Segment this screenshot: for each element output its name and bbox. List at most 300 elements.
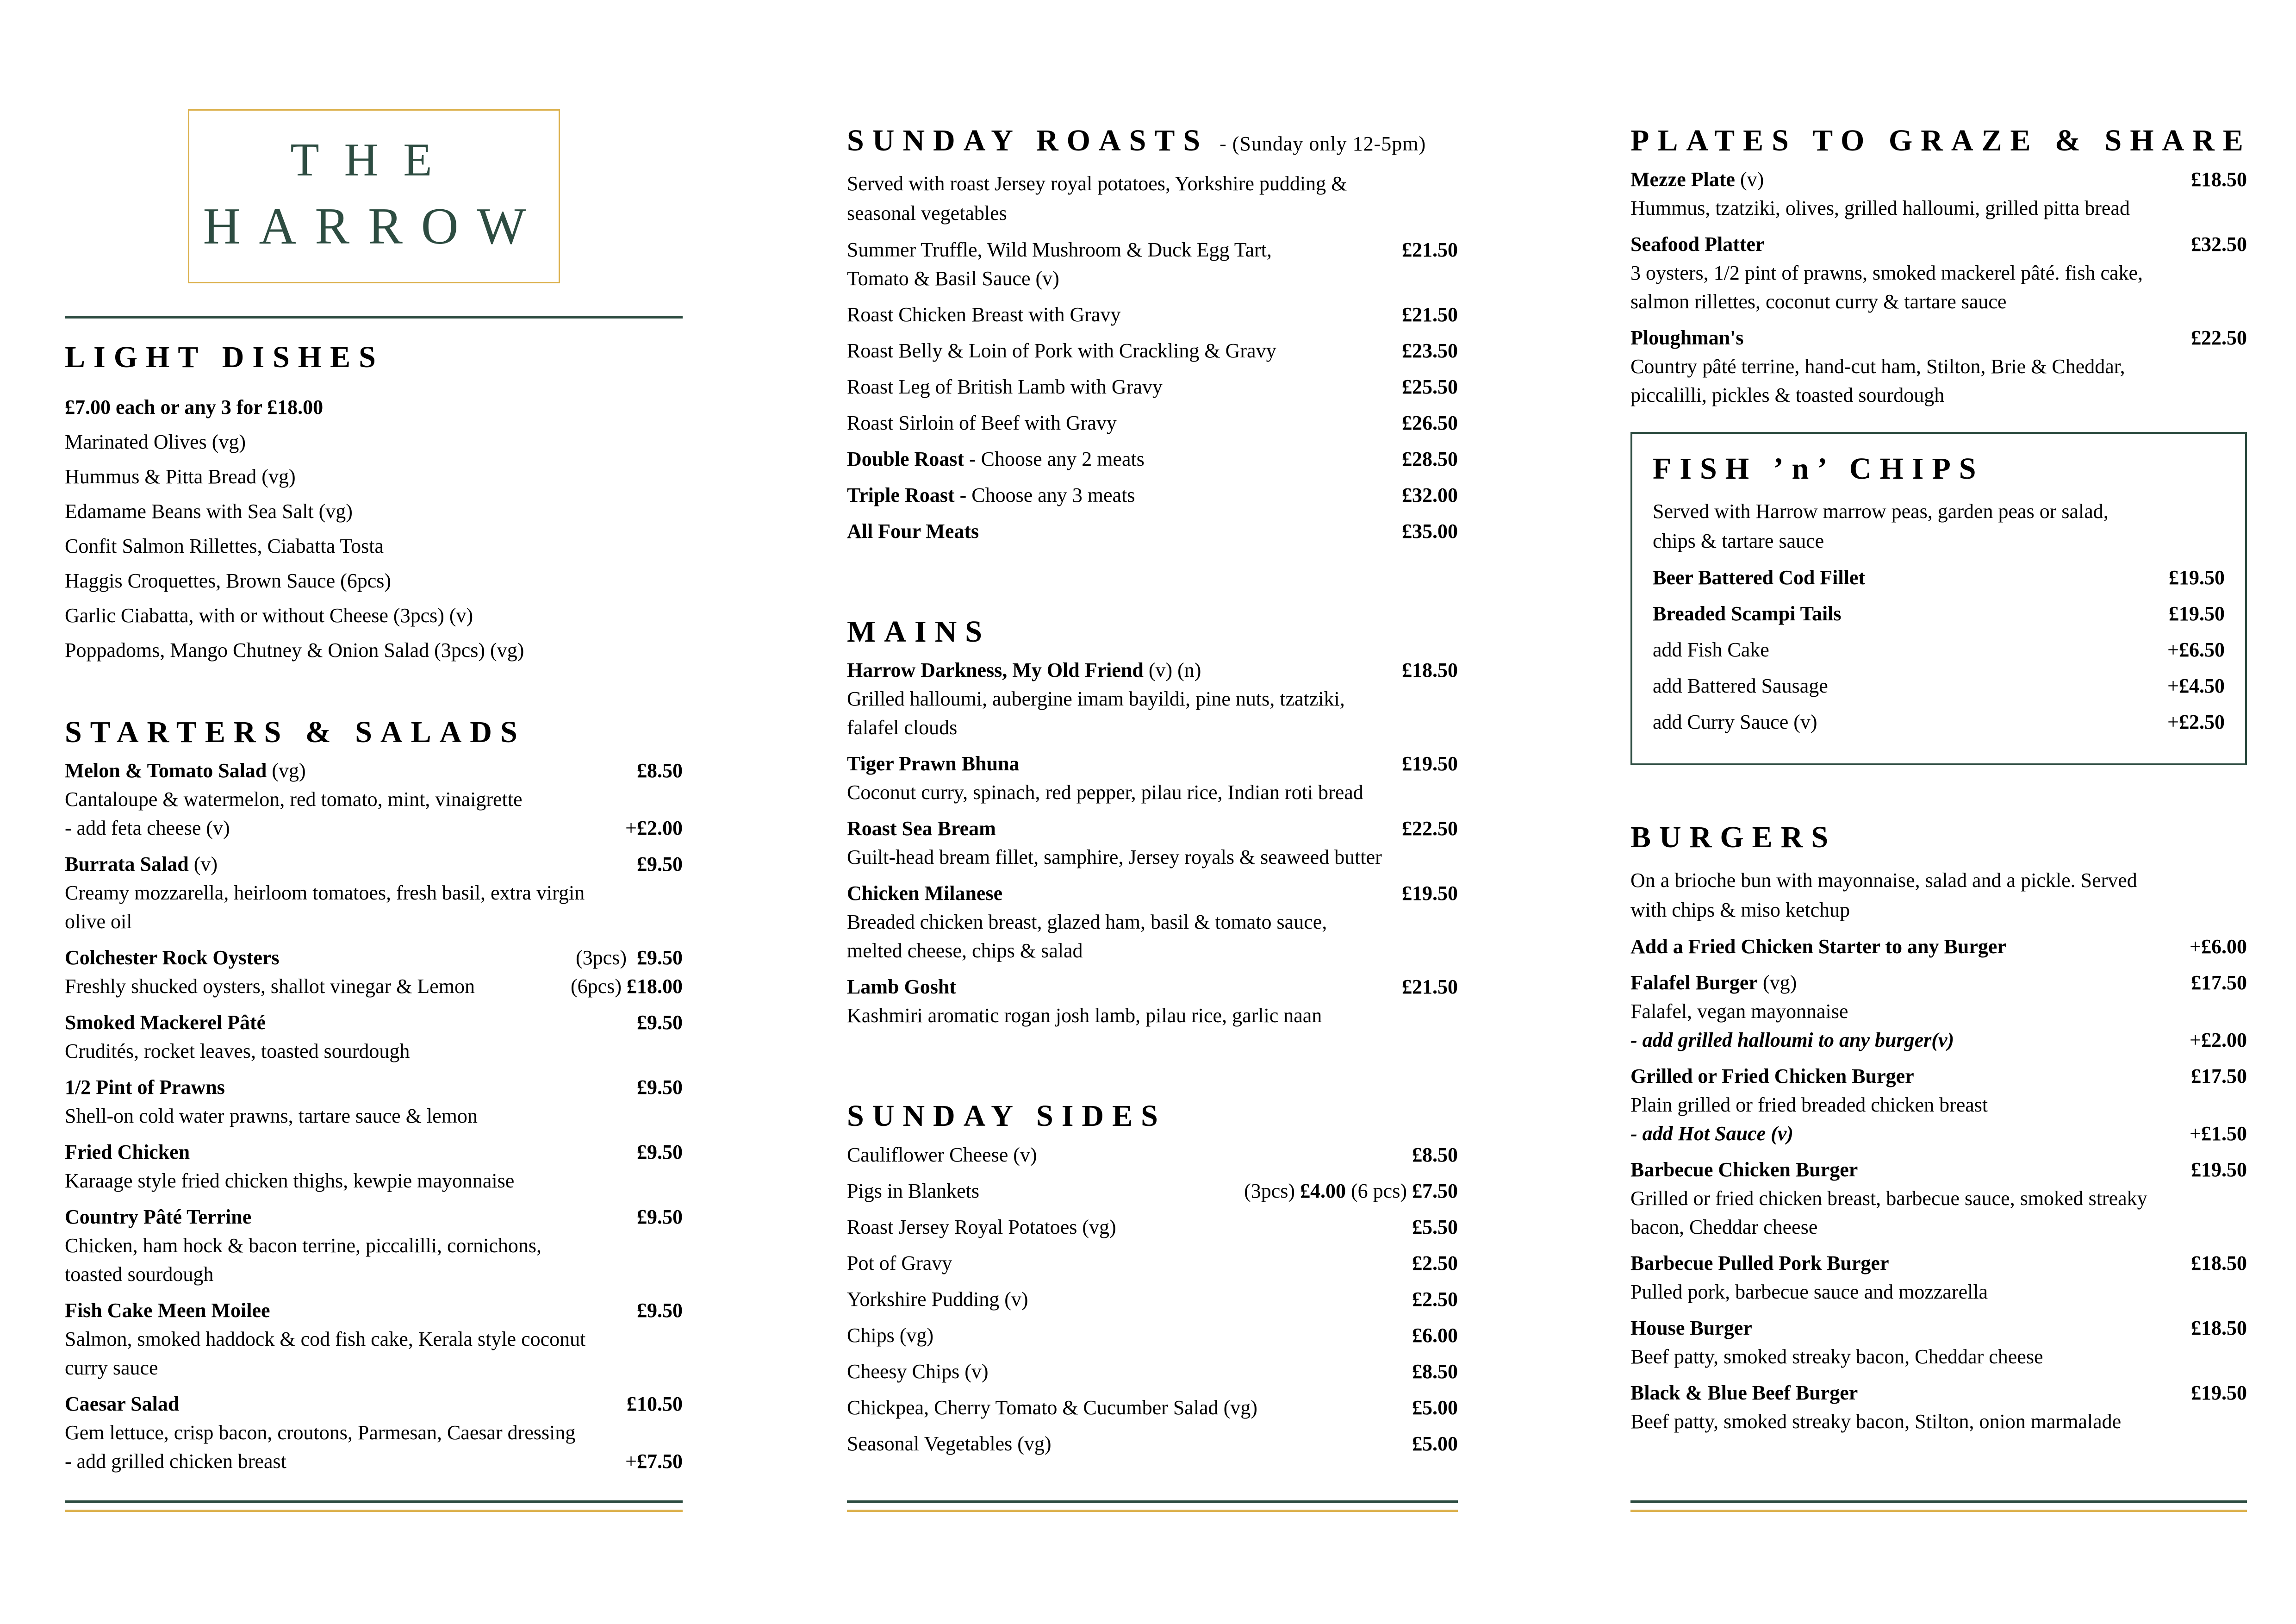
text-segment: Beef patty, smoked streaky bacon, Cheddar cheese (1630, 1345, 2043, 1368)
menu-item-line (65, 850, 683, 879)
menu-item (65, 943, 683, 1001)
text-segment: Roast Chicken Breast with Gravy (847, 303, 1121, 326)
menu-item (1630, 1314, 2247, 1371)
menu-item (65, 1296, 683, 1382)
menu-item-text (847, 1249, 963, 1278)
text-segment: (3pcs) (1244, 1179, 1300, 1202)
text-segment: Creamy mozzarella, heirloom tomatoes, fresh basil, extra virgin (65, 881, 585, 905)
menu-item-text (1653, 672, 1839, 700)
menu-item-price (1412, 1141, 1458, 1169)
menu-item-text (1630, 352, 2136, 381)
text-segment: Edamame Beans with Sea Salt (vg) (65, 500, 353, 523)
menu-item-line (1630, 259, 2247, 287)
menu-item-price (2191, 1062, 2247, 1091)
menu-item-line (65, 814, 683, 843)
menu-item-line (1630, 1407, 2247, 1436)
menu-item-text (1630, 324, 1755, 352)
section-heading (847, 1099, 1458, 1133)
section-intro-line: Served with roast Jersey royal potatoes, Yorkshire pudding & (847, 172, 1347, 195)
text-segment: £2.50 (1412, 1251, 1458, 1274)
menu-item-line (847, 1249, 1458, 1278)
text-segment: Breaded Scampi Tails (1653, 602, 1842, 625)
menu-item (65, 428, 683, 456)
menu-item-text (1653, 600, 1853, 628)
menu-item (1630, 230, 2247, 316)
text-segment: Country pâté terrine, hand-cut ham, Stilton, Brie & Cheddar, (1630, 355, 2125, 378)
text-segment: + (2167, 711, 2179, 734)
menu-item-price (637, 1203, 683, 1231)
menu-item-line (847, 1285, 1458, 1314)
text-segment: Falafel, vegan mayonnaise (1630, 999, 1848, 1023)
menu-item (65, 850, 683, 936)
logo-line-2: HARROW (203, 198, 545, 255)
menu-item-price (2191, 1314, 2247, 1343)
menu-item-price (1412, 1393, 1458, 1422)
menu-item-line (847, 517, 1458, 546)
text-segment: - add grilled halloumi to any burger(v) (1630, 1028, 1954, 1051)
menu-item-text (1630, 1213, 1829, 1242)
menu-item-text (847, 778, 1375, 807)
end-rule-gold (1630, 1510, 2247, 1512)
menu-item-price (1402, 973, 1458, 1001)
menu-item-line (1653, 600, 2225, 628)
text-segment: £1.50 (2201, 1122, 2247, 1145)
menu-item-price (571, 972, 683, 1001)
text-segment: Black & Blue Beef Burger (1630, 1381, 1858, 1404)
section-heading-text: SUNDAY ROASTS (847, 124, 1209, 157)
text-segment: £21.50 (1402, 303, 1458, 326)
text-segment: (vg) (1757, 971, 1797, 994)
menu-item-line (1653, 708, 2225, 737)
menu-item (847, 750, 1458, 807)
menu-item-price (637, 1073, 683, 1102)
menu-item-text (847, 843, 1393, 872)
text-segment: salmon rillettes, coconut curry & tartare sauce (1630, 290, 2007, 313)
text-segment: £8.50 (1412, 1360, 1458, 1383)
text-segment: £2.50 (2179, 711, 2225, 734)
section-heading-text: LIGHT DISHES (65, 340, 384, 374)
section-intro-line: with chips & miso ketchup (1630, 898, 1850, 921)
text-segment: add Fish Cake (1653, 638, 1769, 662)
text-segment: falafel clouds (847, 716, 958, 739)
text-segment: Hummus & Pitta Bread (vg) (65, 465, 296, 488)
menu-item (1653, 636, 2225, 664)
end-rule-gold (847, 1510, 1458, 1512)
text-segment: Melon & Tomato Salad (65, 759, 267, 782)
text-segment: (vg) (267, 759, 306, 782)
text-segment: Chickpea, Cherry Tomato & Cucumber Salad (vg) (847, 1396, 1257, 1419)
text-segment: £22.50 (2191, 326, 2247, 349)
menu-item-text (847, 373, 1174, 401)
menu-item (1630, 1379, 2247, 1436)
text-segment: bacon, Cheddar cheese (1630, 1215, 1818, 1238)
text-segment: Shell-on cold water prawns, tartare sauce & lemon (65, 1105, 478, 1128)
text-segment: Ploughman's (1630, 326, 1744, 349)
menu-item-price (1402, 879, 1458, 908)
menu-item-price (2167, 636, 2225, 664)
menu-item-line (1630, 230, 2247, 259)
menu-item-line (1630, 165, 2247, 194)
text-segment: £25.50 (1402, 375, 1458, 398)
text-segment: Country Pâté Terrine (65, 1206, 252, 1229)
text-segment: £9.50 (637, 1141, 683, 1164)
menu-item-text (847, 1357, 1000, 1386)
menu-item-line (1630, 1062, 2247, 1091)
text-segment: Roast Leg of British Lamb with Gravy (847, 375, 1163, 398)
text-segment: piccalilli, pickles & toasted sourdough (1630, 383, 1945, 406)
text-segment: £19.50 (2191, 1158, 2247, 1181)
text-segment: £4.50 (2179, 675, 2225, 698)
menu-item (1653, 708, 2225, 737)
menu-item-price (2191, 968, 2247, 997)
text-segment: £8.50 (1412, 1143, 1458, 1166)
menu-item-line (847, 1321, 1458, 1350)
text-segment: add Curry Sauce (v) (1653, 711, 1817, 734)
menu-item-line (65, 785, 683, 814)
menu-item-text (65, 1231, 553, 1260)
menu-item-price (1402, 300, 1458, 329)
column-end-rules (847, 1500, 1458, 1512)
menu-item-text (1630, 194, 2141, 223)
text-segment: £19.50 (1402, 752, 1458, 775)
menu-item-text (1630, 1379, 1869, 1407)
text-segment: Tiger Prawn Bhuna (847, 752, 1020, 775)
menu-item-text (847, 337, 1288, 365)
menu-item-line (847, 481, 1458, 510)
divider-rule (65, 316, 683, 319)
text-segment: £19.50 (2169, 566, 2225, 589)
menu-item-text (65, 1102, 489, 1131)
menu-item-line (847, 879, 1458, 908)
section-heading (1630, 821, 2247, 855)
menu-item-line (1630, 1249, 2247, 1278)
text-segment: £6.00 (1412, 1324, 1458, 1347)
text-segment: Grilled halloumi, aubergine imam bayildi, pine nuts, tzatziki, (847, 687, 1345, 711)
menu-item-price (1244, 1177, 1458, 1206)
menu-item-text (1653, 563, 1876, 592)
menu-item-line (847, 814, 1458, 843)
menu-item-price (1412, 1321, 1458, 1350)
text-segment: Colchester Rock Oysters (65, 946, 280, 969)
text-segment: - Choose any 3 meats (954, 483, 1135, 506)
text-segment: £7.50 (1412, 1179, 1458, 1202)
menu-item-text (1630, 1091, 1999, 1119)
text-segment: £17.50 (2191, 1064, 2247, 1087)
menu-item-price (1402, 409, 1458, 437)
menu-item (65, 567, 683, 595)
menu-item-line (65, 756, 683, 785)
menu-item (65, 636, 683, 665)
menu-item-line (847, 1393, 1458, 1422)
text-segment: Coconut curry, spinach, red pepper, pilau rice, Indian roti bread (847, 781, 1363, 804)
menu-item-text (1630, 1184, 2159, 1213)
menu-item-text (847, 1177, 990, 1206)
text-segment: - add Hot Sauce (v) (1630, 1122, 1793, 1145)
menu-item-line (1630, 932, 2247, 961)
menu-item-text (847, 937, 1094, 965)
menu-item-text (1630, 1278, 1999, 1306)
menu-item-price (1402, 481, 1458, 510)
menu-item-text (1630, 259, 2154, 287)
menu-item-text (1630, 1407, 2132, 1436)
menu-item-text (65, 1037, 421, 1066)
menu-item (847, 373, 1458, 401)
text-segment: Double Roast (847, 447, 964, 470)
menu-item-line (1653, 563, 2225, 592)
menu-column-left (65, 0, 683, 1624)
text-segment: Add a Fried Chicken Starter to any Burger (1630, 935, 2006, 958)
menu-item (847, 879, 1458, 965)
menu-item-price (1402, 517, 1458, 546)
menu-item-text (1630, 1156, 1869, 1184)
menu-item-line (847, 1001, 1458, 1030)
text-segment: - add grilled chicken breast (65, 1450, 286, 1473)
text-segment: £6.50 (2179, 638, 2225, 662)
section-heading (847, 615, 1458, 649)
menu-item-text (1630, 1062, 1925, 1091)
menu-item-line (847, 778, 1458, 807)
menu-item-text (65, 756, 317, 785)
menu-item-text (65, 972, 486, 1001)
text-segment: Triple Roast (847, 483, 955, 506)
menu-item-price (637, 850, 683, 879)
menu-item-price (637, 1296, 683, 1325)
text-segment: Karaage style fried chicken thighs, kewpie mayonnaise (65, 1169, 515, 1193)
section-intro-line: chips & tartare sauce (1653, 530, 1824, 553)
text-segment: £5.00 (1412, 1432, 1458, 1455)
menu-item (847, 1321, 1458, 1350)
restaurant-logo (188, 109, 560, 283)
menu-item (65, 532, 683, 561)
menu-item-text (65, 907, 143, 936)
text-segment: Gem lettuce, crisp bacon, croutons, Parmesan, Caesar dressing (65, 1421, 576, 1444)
menu-item-line (65, 1167, 683, 1195)
section-intro-line: On a brioche bun with mayonnaise, salad and a pickle. Served (1630, 868, 2137, 892)
menu-item (847, 1177, 1458, 1206)
text-segment: + (625, 1450, 637, 1473)
text-segment: (v) (188, 853, 218, 876)
menu-item-line (847, 750, 1458, 778)
menu-item-price (637, 1008, 683, 1037)
text-segment: £21.50 (1402, 238, 1458, 261)
text-segment: Chips (vg) (847, 1324, 933, 1347)
text-segment: £17.50 (2191, 971, 2247, 994)
text-segment: 3 oysters, 1/2 pint of prawns, smoked mackerel pâté. fish cake, (1630, 261, 2143, 284)
menu-item-line (847, 656, 1458, 685)
menu-item-line (65, 1037, 683, 1066)
menu-item (847, 1357, 1458, 1386)
text-segment: Poppadoms, Mango Chutney & Onion Salad (3pcs) (vg) (65, 638, 524, 662)
text-segment: £4.00 (1300, 1179, 1346, 1202)
column-end-rules (1630, 1500, 2247, 1512)
menu-item-line (1630, 1343, 2247, 1371)
menu-item-line (1630, 1026, 2247, 1055)
menu-item-line (1630, 381, 2247, 410)
menu-item-price (1402, 814, 1458, 843)
text-segment: Cantaloupe & watermelon, red tomato, mint, vinaigrette (65, 788, 523, 811)
menu-item-text (1653, 636, 1780, 664)
menu-item-line (65, 1390, 683, 1418)
text-segment: Chicken, ham hock & bacon terrine, piccalilli, cornichons, (65, 1234, 542, 1257)
column-end-rules (65, 1500, 683, 1512)
text-segment: £2.50 (1412, 1287, 1458, 1311)
menu-item-text (847, 879, 1014, 908)
menu-item-price (1412, 1357, 1458, 1386)
menu-item-text (1630, 230, 1776, 259)
menu-item (847, 1249, 1458, 1278)
text-segment: + (2167, 638, 2179, 662)
menu-item-text (847, 1321, 945, 1350)
text-segment: Roast Jersey Royal Potatoes (vg) (847, 1215, 1116, 1238)
menu-item-line (65, 972, 683, 1001)
menu-item-text (65, 1418, 586, 1447)
menu-item-text (847, 750, 1030, 778)
menu-item-text (1630, 997, 1859, 1026)
text-segment: Confit Salmon Rillettes, Ciabatta Tosta (65, 534, 384, 557)
text-segment: Breaded chicken breast, glazed ham, basil & tomato sauce, (847, 911, 1327, 934)
menu-item (1630, 1249, 2247, 1306)
menu-item (65, 756, 683, 843)
menu-item-text (847, 517, 990, 546)
menu-column-right (1630, 0, 2252, 1624)
text-segment: Freshly shucked oysters, shallot vinegar & Lemon (65, 975, 475, 998)
menu-item-price (2191, 1156, 2247, 1184)
text-segment: Mezze Plate (1630, 168, 1735, 191)
menu-item (65, 1390, 683, 1476)
menu-item-line (65, 879, 683, 907)
menu-item-text (1630, 1314, 1763, 1343)
text-segment: + (2167, 675, 2179, 698)
menu-item-line (65, 1354, 683, 1382)
menu-item-text (65, 1167, 525, 1195)
text-segment: Roast Belly & Loin of Pork with Crackling & Gravy (847, 339, 1276, 362)
section-heading-text: STARTERS & SALADS (65, 715, 526, 749)
menu-item (65, 1203, 683, 1289)
menu-item-price (2191, 1249, 2247, 1278)
text-segment: £9.50 (637, 1076, 683, 1099)
menu-item (1653, 563, 2225, 592)
menu-item-price (2167, 708, 2225, 737)
menu-item-line (1630, 194, 2247, 223)
menu-item (65, 1073, 683, 1131)
text-segment: Seasonal Vegetables (vg) (847, 1432, 1052, 1455)
menu-item-line (847, 937, 1458, 965)
text-segment: - add feta cheese (v) (65, 817, 230, 840)
text-segment: Fried Chicken (65, 1141, 190, 1164)
menu-item-line (847, 973, 1458, 1001)
menu-item-text (847, 264, 1070, 293)
menu-item-line (847, 908, 1458, 937)
menu-item-price (2169, 563, 2225, 592)
menu-item-line (847, 300, 1458, 329)
menu-item-line (65, 1296, 683, 1325)
text-segment: £7.50 (637, 1450, 683, 1473)
menu-item-text (1630, 287, 2017, 316)
section-heading-text: PLATES TO GRAZE & SHARE (1630, 124, 2252, 157)
menu-item (847, 1393, 1458, 1422)
menu-item-text (65, 1260, 224, 1289)
text-segment: Garlic Ciabatta, with or without Cheese (3pcs) (v) (65, 604, 473, 627)
text-segment: £19.50 (2191, 1381, 2247, 1404)
menu-item (1653, 600, 2225, 628)
text-segment: melted cheese, chips & salad (847, 939, 1083, 962)
menu-item-price (2190, 932, 2247, 961)
end-rule-gold (65, 1510, 683, 1512)
menu-item (847, 236, 1458, 293)
menu-item-line (847, 409, 1458, 437)
menu-item-text (1630, 932, 2017, 961)
menu-item-price (2167, 672, 2225, 700)
text-segment: Crudités, rocket leaves, toasted sourdough (65, 1040, 410, 1063)
menu-item-line (847, 1430, 1458, 1458)
menu-item-line (1630, 997, 2247, 1026)
menu-item-text (1630, 381, 1955, 410)
text-segment: Harrow Darkness, My Old Friend (847, 659, 1144, 682)
menu-item (847, 1285, 1458, 1314)
section-heading-text: FISH ’n’ CHIPS (1653, 451, 1985, 486)
text-segment: £26.50 (1402, 411, 1458, 434)
text-segment: 1/2 Pint of Prawns (65, 1076, 225, 1099)
text-segment: Grilled or Fried Chicken Burger (1630, 1064, 1914, 1087)
text-segment: Beer Battered Cod Fillet (1653, 566, 1866, 589)
text-segment: £32.00 (1402, 483, 1458, 506)
menu-item-text (847, 713, 968, 742)
menu-item-line (65, 907, 683, 936)
menu-item (65, 1138, 683, 1195)
menu-item-price (1412, 1249, 1458, 1278)
menu-item-line (1630, 352, 2247, 381)
menu-item-text (1630, 968, 1808, 997)
menu-item-line (65, 1260, 683, 1289)
menu-item-text (847, 908, 1338, 937)
text-segment: £10.50 (627, 1393, 683, 1416)
menu-item-text (847, 445, 1156, 474)
text-segment: (v) (n) (1143, 659, 1201, 682)
menu-item-text (1630, 1119, 1804, 1148)
menu-item-price (2190, 1119, 2247, 1148)
text-segment: Cheesy Chips (v) (847, 1360, 989, 1383)
menu-item-text (65, 1325, 597, 1354)
menu-item-price (1402, 445, 1458, 474)
menu-item (1630, 1062, 2247, 1148)
text-segment: Marinated Olives (vg) (65, 430, 246, 453)
menu-item-text (847, 1285, 1039, 1314)
text-segment: (6 pcs) (1346, 1179, 1412, 1202)
text-segment: Kashmiri aromatic rogan josh lamb, pilau rice, garlic naan (847, 1004, 1322, 1027)
text-segment: Smoked Mackerel Pâté (65, 1011, 266, 1034)
text-segment: £21.50 (1402, 975, 1458, 999)
text-segment: £6.00 (2201, 935, 2247, 958)
menu-item-text (1653, 708, 1829, 737)
logo-line-1: THE (290, 134, 457, 186)
menu-column-middle (847, 0, 1458, 1624)
text-segment: curry sauce (65, 1356, 158, 1380)
menu-item-text (65, 1447, 298, 1476)
section-heading-suffix: - (Sunday only 12-5pm) (1220, 132, 1426, 155)
menu-item-price (1412, 1213, 1458, 1242)
menu-item (847, 517, 1458, 546)
menu-item-line (65, 1231, 683, 1260)
text-segment: All Four Meats (847, 519, 979, 543)
text-segment: Chicken Milanese (847, 882, 1003, 905)
text-segment: £19.50 (1402, 882, 1458, 905)
text-segment: Haggis Croquettes, Brown Sauce (6pcs) (65, 569, 392, 592)
menu-item-text (65, 785, 534, 814)
menu-item-text (65, 1203, 262, 1231)
text-segment: £5.50 (1412, 1215, 1458, 1238)
menu-item-price (2191, 165, 2247, 194)
section-heading (847, 124, 1458, 158)
